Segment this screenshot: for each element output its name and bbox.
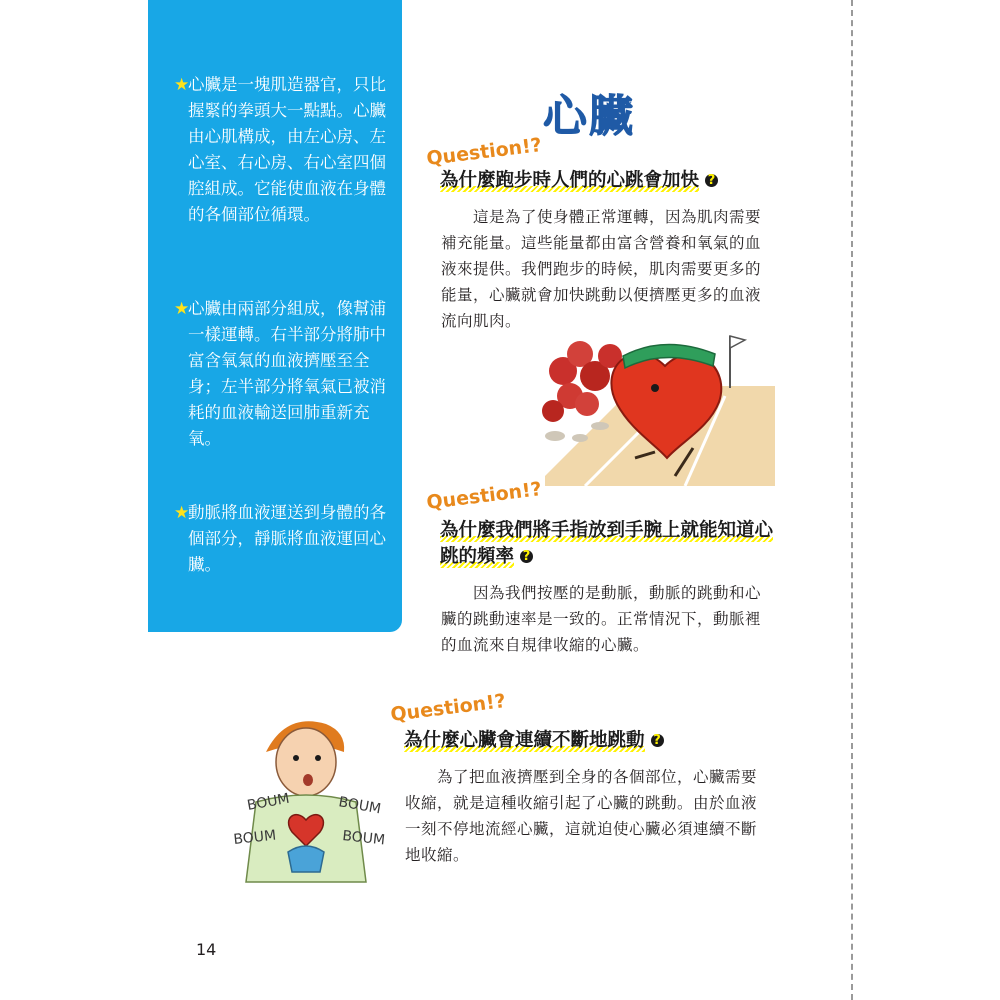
question-badge: Question!?	[425, 478, 543, 514]
fact-text: 心臟是一塊肌造器官，只比握緊的拳頭大一點點。心臟由心肌構成，由左心房、左心室、右心房、右心室四個腔組成。它能使血液在身體的各個部位循環。	[188, 75, 386, 224]
question-mark-icon: ?	[651, 734, 664, 747]
page-title: 心臟	[543, 91, 635, 142]
boy-mouth	[303, 774, 313, 786]
boum-sound-text: BOUM	[341, 828, 386, 849]
question-mark-icon: ?	[705, 174, 718, 187]
answer-text: 這是為了使身體正常運轉，因為肌肉需要補充能量。這些能量都由富含營養和氧氣的血液來提供。我們跑步的時候，肌肉需要更多的能量，心臟就會加快跳動以便擠壓更多的血液流向肌肉。	[441, 208, 762, 330]
fact-item	[174, 500, 388, 578]
answer-text: 為了把血液擠壓到全身的各個部位，心臟需要收縮，就是這種收縮引起了心臟的跳動。由於血液一刻不停地流經心臟，這就迫使心臟必須連續不斷地收縮。	[405, 768, 758, 864]
boy-face	[276, 728, 336, 796]
question-mark-icon: ?	[520, 550, 533, 563]
heart-eye	[651, 384, 659, 392]
facts-sidebar	[148, 0, 402, 632]
star-icon: ★	[174, 503, 190, 523]
fact-text: 動脈將血液運送到身體的各個部分，靜脈將血液運回心臟。	[188, 503, 386, 574]
answer-text: 因為我們按壓的是動脈，動脈的跳動和心臟的跳動速率是一致的。正常情況下，動脈裡的血流來自規律收縮的心臟。	[441, 584, 762, 654]
page-edge-dashed-line	[851, 0, 853, 1000]
question-title-text: 為什麼我們將手指放到手腕上就能知道心跳的頻率	[440, 520, 774, 567]
boum-sound-text: BOUM	[232, 827, 277, 848]
star-icon: ★	[174, 299, 190, 319]
boum-sound-text: BOUM	[337, 794, 383, 818]
question-title	[404, 728, 764, 754]
question-title-text: 為什麼跑步時人們的心跳會加快	[440, 170, 700, 191]
flag	[730, 336, 745, 348]
boy-eye	[293, 755, 299, 761]
question-badge: Question!?	[425, 134, 543, 170]
fact-item	[174, 296, 388, 452]
boum-sound-text: BOUM	[245, 790, 291, 814]
star-icon: ★	[174, 75, 190, 95]
fact-text: 心臟由兩部分組成，像幫浦一樣運轉。右半部分將肺中富含氧氣的血液擠壓至全身；左半部分將氧氣已被消耗的血液輸送回肺重新充氧。	[188, 299, 386, 448]
fact-item	[174, 72, 388, 228]
question-title	[440, 168, 780, 194]
question-title	[440, 518, 776, 570]
heart-pot	[288, 846, 324, 872]
running-heart-illustration	[525, 326, 775, 486]
question-badge: Question!?	[389, 690, 507, 726]
page-number: 14	[196, 940, 217, 959]
boy-heartbeat-illustration	[226, 712, 396, 892]
blood-cells-crowd	[542, 341, 622, 422]
boy-eye	[315, 755, 321, 761]
question-title-text: 為什麼心臟會連續不斷地跳動	[404, 730, 645, 751]
